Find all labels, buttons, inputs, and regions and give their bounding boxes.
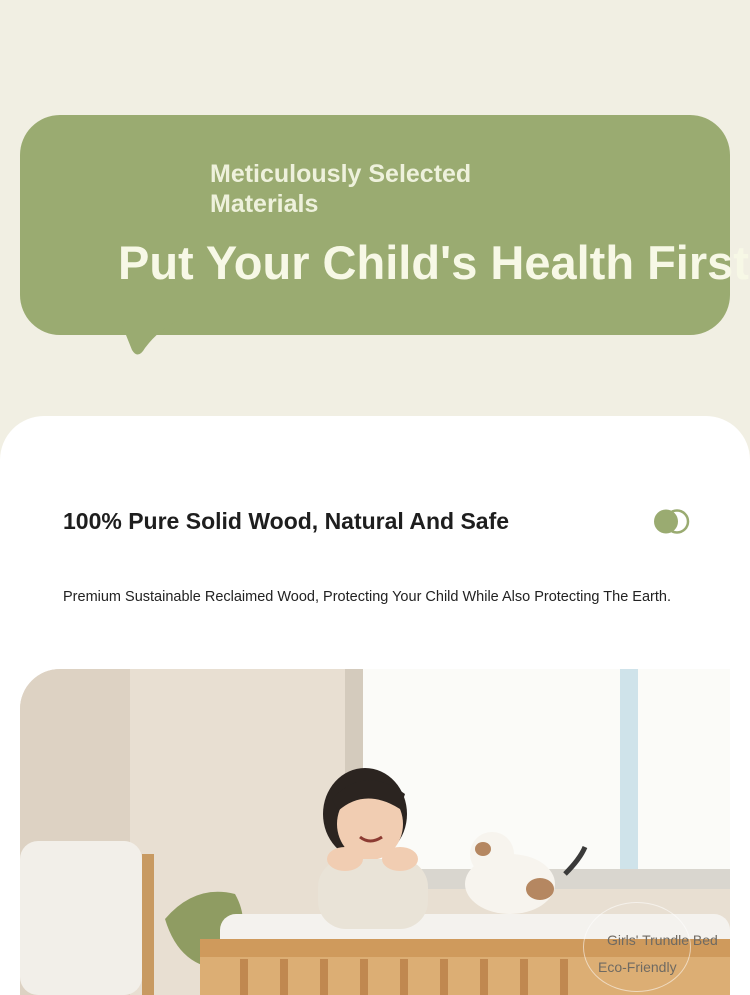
- feature-description: Premium Sustainable Reclaimed Wood, Protecting Your Child While Also Protecting The Earth.: [63, 589, 671, 605]
- feature-title: 100% Pure Solid Wood, Natural And Safe: [63, 508, 510, 534]
- banner-eyebrow: [210, 159, 530, 219]
- banner-headline: Put Your Child's Health First: [118, 236, 749, 289]
- toggle-circles-icon[interactable]: [652, 508, 690, 535]
- eyebrow-line-1: Meticulously Selected: [210, 160, 472, 188]
- headline-banner: [20, 115, 749, 335]
- photo-caption-product: Girls' Trundle Bed: [607, 932, 718, 948]
- eyebrow-line-2: Materials: [210, 190, 319, 218]
- photo-caption-eco: Eco-Friendly: [598, 959, 677, 975]
